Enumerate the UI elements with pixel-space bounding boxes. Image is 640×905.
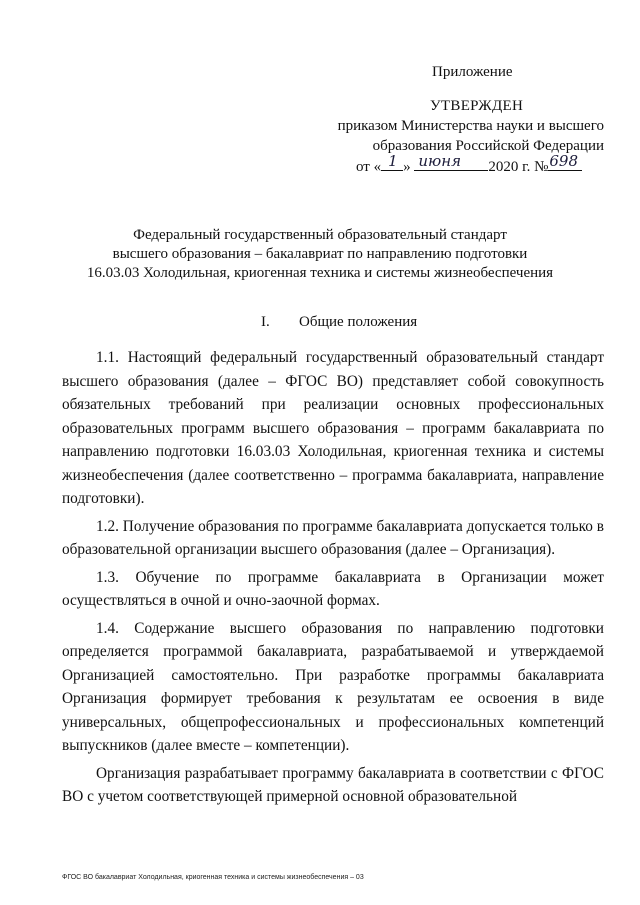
page-footer: ФГОС ВО бакалавриат Холодильная, криогенная техника и системы жизнеобеспечения – 03	[62, 874, 364, 881]
paragraph-organization: Организация разрабатывает программу бакалавриата в соответствии с ФГОС ВО с учетом соответствующей примерной основной образовательной	[62, 764, 604, 805]
paragraph-1-2: 1.2. Получение образования по программе бакалавриата допускается только в образовательной организации высшего образования (далее – Организация).	[62, 517, 604, 558]
title-line-1: Федеральный государственный образовательный стандарт	[133, 227, 507, 243]
handwritten-day: 1	[388, 152, 398, 170]
day-blank	[381, 152, 403, 171]
paragraph-1-4: 1.4. Содержание высшего образования по направлению подготовки определяется программой бакалавриата, разрабатываемой и утверждаемой Организацией самостоятельно. При разработке программы бакалавриата Организация формирует требования к результатам ее освоения в виде универсальных, общепрофессиональных и профессиональных компетенций выпускников (далее вместе – компетенции).	[62, 619, 604, 754]
date-prefix: от «	[356, 159, 382, 175]
document-body	[62, 346, 604, 813]
month-blank	[414, 152, 488, 171]
approved-heading: УТВЕРЖДЕН	[430, 98, 524, 114]
section-title: Общие положения	[299, 314, 418, 330]
paragraph-1-1: 1.1. Настоящий федеральный государственный образовательный стандарт высшего образования (далее – ФГОС ВО) представляет собой совокупность обязательных требований при реализации основных профессиональных образовательных программ высшего образования – программ бакалавриата по направлению подготовки 16.03.03 Холодильная, криогенная техника и системы жизнеобеспечения (далее соответственно – программа бакалавриата, направление подготовки).	[62, 349, 604, 507]
number-blank	[548, 152, 582, 171]
handwritten-month: июня	[418, 152, 462, 170]
title-line-3: 16.03.03 Холодильная, криогенная техника и системы жизнеобеспечения	[86, 265, 554, 281]
date-mid: »	[403, 159, 411, 175]
order-line-1: приказом Министерства науки и высшего	[337, 118, 604, 134]
title-line-2: высшего образования – бакалавриат по направлению подготовки	[112, 246, 528, 262]
paragraph-1-3: 1.3. Обучение по программе бакалавриата в Организации может осуществляться в очной и очно-заочной формах.	[62, 568, 604, 609]
year-text: 2020 г. №	[488, 159, 549, 175]
order-line-2: образования Российской Федерации	[372, 138, 604, 154]
appendix-label: Приложение	[432, 64, 513, 80]
section-number: I.	[261, 314, 270, 330]
order-date-line	[356, 152, 582, 176]
document-title	[0, 226, 640, 283]
handwritten-order-number: 698	[549, 152, 579, 170]
